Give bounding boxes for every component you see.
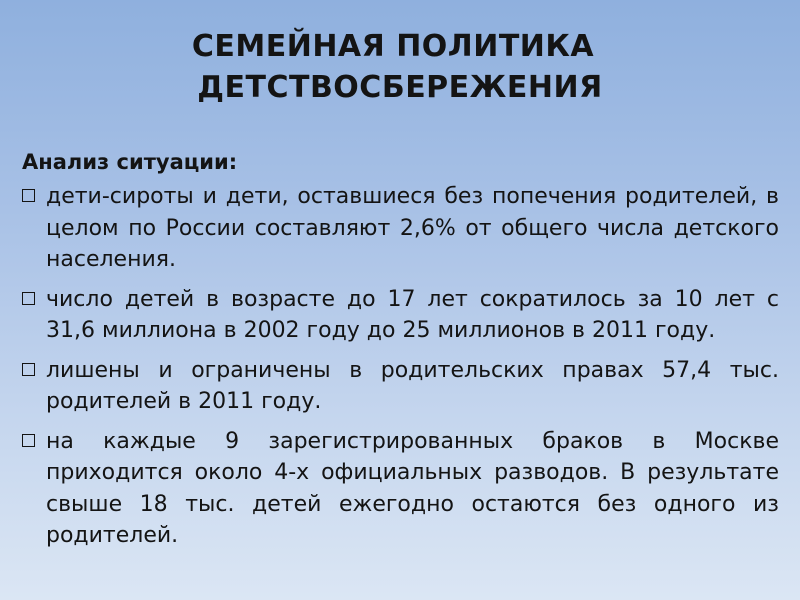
bullet-text: лишены и ограничены в родительских правах 57,4 тыс. родителей в 2011 году. — [46, 357, 779, 414]
list-item — [20, 426, 779, 552]
slide-title — [0, 26, 800, 108]
bullet-text: на каждые 9 зарегистрированных браков в Москве приходится около 4-х официальных разводов. В результате свыше 18 тыс. детей ежегодно остаются без одного из родителей. — [46, 428, 779, 548]
bullet-list — [20, 181, 779, 560]
list-item — [20, 284, 779, 347]
square-bullet-icon — [22, 434, 35, 447]
square-bullet-icon — [22, 189, 35, 202]
title-line-1: СЕМЕЙНАЯ ПОЛИТИКА — [191, 29, 595, 64]
bullet-text: число детей в возрасте до 17 лет сократилось за 10 лет с 31,6 миллиона в 2002 году до 25 миллионов в 2011 году. — [46, 286, 779, 343]
bullet-text: дети-сироты и дети, оставшиеся без попечения родителей, в целом по России составляют 2,6% от общего числа детского населения. — [46, 184, 779, 272]
section-subtitle: Анализ ситуации: — [22, 150, 238, 174]
square-bullet-icon — [22, 363, 35, 376]
list-item — [20, 355, 779, 418]
list-item — [20, 181, 779, 276]
title-line-2: ДЕТСТВОСБЕРЕЖЕНИЯ — [197, 70, 603, 105]
square-bullet-icon — [22, 292, 35, 305]
